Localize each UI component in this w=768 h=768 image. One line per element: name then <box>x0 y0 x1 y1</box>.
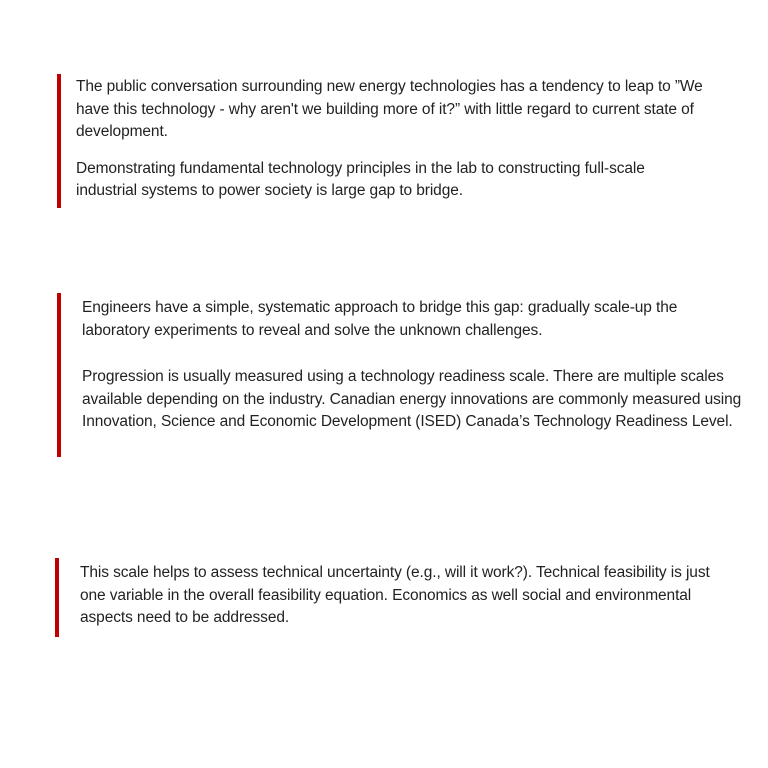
block1-paragraph-1: The public conversation surrounding new energy technologies has a tendency to leap to ”We have this technology - why aren't we building more of it?” with little regard to current state of development. <box>76 78 703 140</box>
accent-bar-3 <box>55 558 59 637</box>
block2-paragraph-1: Engineers have a simple, systematic approach to bridge this gap: gradually scale-up the laboratory experiments to reveal and solve the unknown challenges. <box>82 299 678 339</box>
block3-paragraph-1: This scale helps to assess technical uncertainty (e.g., will it work?). Technical feasibility is just one variable in the overall feasibility equation. Economics as well social and environmental aspects need to be addressed. <box>80 564 710 626</box>
accent-bar-1 <box>57 74 61 208</box>
block2-paragraph-2: Progression is usually measured using a technology readiness scale. There are multiple scales available depending on the industry. Canadian energy innovations are commonly measured using Innovation, Science and Economic Development (ISED) Canada’s Technology Readiness Level. <box>82 368 742 430</box>
block1-paragraph-2: Demonstrating fundamental technology principles in the lab to constructing full-scale industrial systems to power society is large gap to bridge. <box>76 159 645 199</box>
text-block-1 <box>76 76 706 203</box>
accent-bar-2 <box>57 293 61 457</box>
text-block-2 <box>82 297 742 434</box>
text-block-3 <box>80 562 716 630</box>
